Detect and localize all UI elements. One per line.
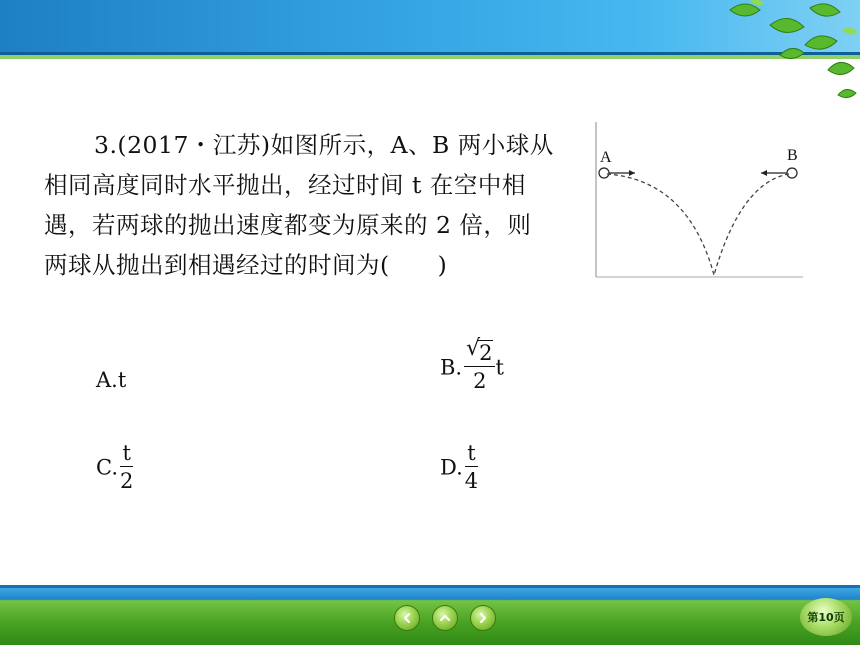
- option-d[interactable]: [440, 440, 478, 495]
- option-b-fraction: [464, 336, 495, 395]
- trajectory-a: [607, 174, 714, 275]
- prev-slide-button[interactable]: [394, 605, 420, 631]
- trajectory-b: [714, 174, 789, 275]
- option-b-numerator: 2: [479, 341, 493, 365]
- bottom-banner: [0, 588, 860, 645]
- arrowhead-a: [629, 170, 635, 176]
- option-c-fraction: [120, 440, 133, 495]
- next-slide-button[interactable]: [470, 605, 496, 631]
- page-number-badge: [800, 598, 852, 636]
- option-c[interactable]: [96, 440, 133, 495]
- option-d-prefix: D.: [440, 455, 463, 480]
- option-c-denominator: 2: [120, 469, 134, 493]
- question-line-1: 3.(2017・江苏)如图所示，A、B 两小球从: [94, 131, 554, 159]
- option-a-text: t: [117, 368, 127, 392]
- option-a[interactable]: [96, 368, 126, 392]
- sqrt-symbol: √ 2: [466, 336, 493, 365]
- label-a: A: [600, 149, 612, 166]
- page-number-label: 第10页: [807, 611, 845, 624]
- option-c-prefix: C.: [96, 455, 118, 480]
- ball-a: [599, 168, 609, 178]
- leaves-decoration-icon: [710, 0, 860, 110]
- question-line-3: 遇，若两球的抛出速度都变为原来的 2 倍，则: [44, 211, 532, 239]
- option-c-numerator: t: [120, 440, 133, 467]
- option-d-numerator: t: [465, 440, 478, 467]
- ball-b: [787, 168, 797, 178]
- option-b-prefix: B.: [440, 355, 463, 380]
- label-b: B: [787, 147, 798, 164]
- home-slide-button[interactable]: [432, 605, 458, 631]
- question-line-2: 相同高度同时水平抛出，经过时间 t 在空中相: [44, 171, 526, 199]
- question-text: [44, 125, 589, 285]
- chevron-up-icon: [439, 612, 451, 624]
- option-a-prefix: A.: [96, 368, 118, 392]
- chevron-right-icon: [477, 612, 489, 624]
- arrowhead-b: [761, 170, 767, 176]
- chevron-left-icon: [401, 612, 413, 624]
- option-d-fraction: [465, 440, 478, 495]
- projectile-diagram: [593, 120, 805, 280]
- option-b-denominator: 2: [473, 369, 487, 393]
- option-b[interactable]: [440, 336, 504, 395]
- option-b-suffix: t: [495, 355, 504, 380]
- option-d-denominator: 4: [464, 469, 479, 493]
- question-line-4: 两球从抛出到相遇经过的时间为( ): [44, 251, 448, 279]
